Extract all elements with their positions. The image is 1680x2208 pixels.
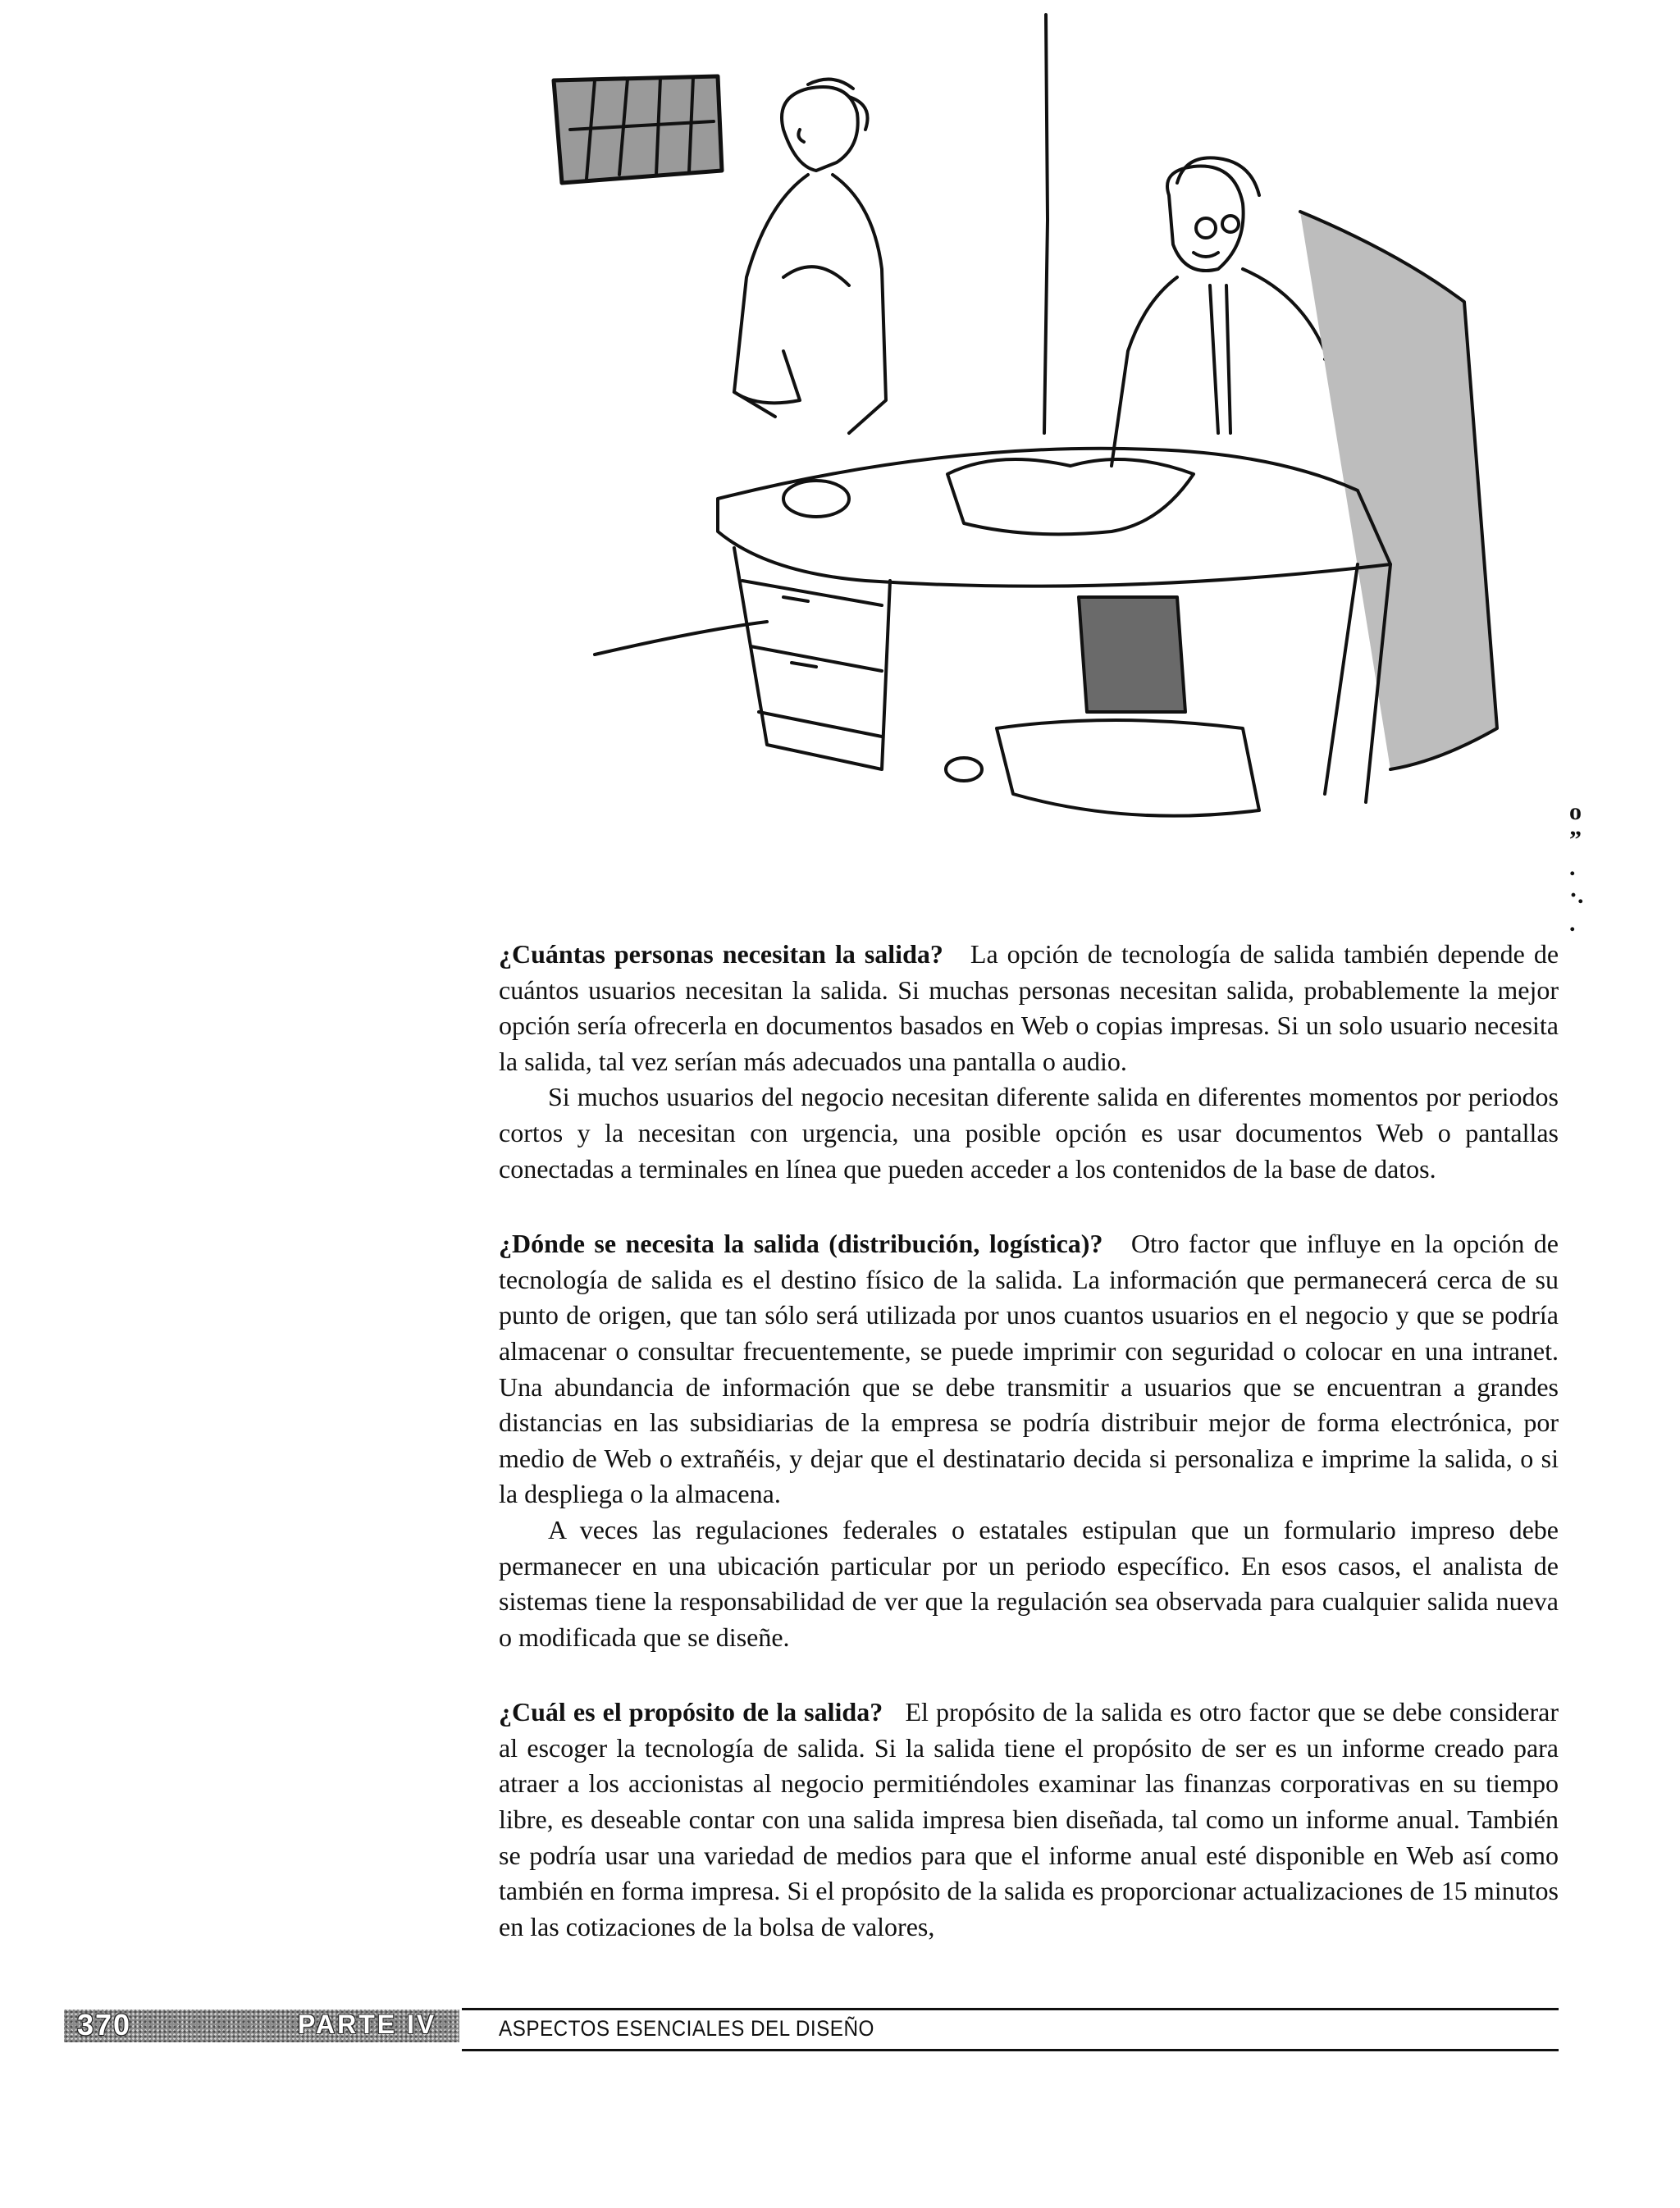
section-3-paragraph-1 bbox=[499, 1695, 1559, 1945]
section-1-heading: ¿Cuántas personas necesitan la salida? bbox=[499, 939, 943, 969]
footer-rule-bottom bbox=[462, 2049, 1559, 2051]
cartoon-caption: o ” . ·. . bbox=[1569, 798, 1584, 937]
part-label: PARTE IV bbox=[298, 2010, 437, 2039]
section-2-heading: ¿Dónde se necesita la salida (distribución, logística)? bbox=[499, 1229, 1103, 1259]
footer-rule-top bbox=[462, 2008, 1559, 2010]
page-number: 370 bbox=[77, 2008, 132, 2041]
section-title: ASPECTOS ESENCIALES DEL DISEÑO bbox=[499, 2016, 874, 2041]
cartoon-drawing bbox=[537, 7, 1522, 835]
cartoon-illustration bbox=[537, 7, 1584, 937]
main-text-column bbox=[499, 937, 1559, 1945]
section-3-body: El propósito de la salida es otro factor que se debe considerar al escoger la tecnología de salida. Si la salida tiene el propósito de ser es un informe creado para atraer a los accionistas al negocio permitiéndoles examinar las finanzas corporativas en su tiempo libre, es deseable contar con una salida impresa bien diseñada, tal como un informe anual. También se podría usar una variedad de medios para que el informe anual esté disponible en Web así como también en forma impresa. Si el propósito de la salida es proporcionar actualizaciones de 15 minutos en las cotizaciones de la bolsa de valores, bbox=[499, 1697, 1559, 1941]
section-2-paragraph-2: A veces las regulaciones federales o estatales estipulan que un formulario impreso debe permanecer en una ubicación particular por un periodo específico. En esos casos, el analista de sistemas tiene la responsabilidad de ver que la regulación sea observada para cualquier salida nueva o modificada que se diseñe. bbox=[499, 1514, 1559, 1652]
section-3-heading: ¿Cuál es el propósito de la salida? bbox=[499, 1697, 883, 1727]
section-2-body: Otro factor que influye en la opción de tecnología de salida es el destino físico de la salida. La información que permanecerá cerca de su punto de origen, que tan sólo será utilizada por unos cuantos usuarios en el negocio y que se podría almacenar o consultar frecuentemente, se puede imprimir con seguridad o colocar en una intranet. Una abundancia de información que se debe transmitir a usuarios que se encuentran a grandes distancias en las subsidiarias de la empresa se podría distribuir mejor de forma electrónica, por medio de Web o extrañéis, y dejar que el destinatario decida si personaliza e imprime la salida, o si la despliega o la almacena. bbox=[499, 1229, 1559, 1509]
section-1-paragraph-1 bbox=[499, 937, 1559, 1079]
section-1-paragraph-2: Si muchos usuarios del negocio necesitan diferente salida en diferentes momentos por periodos cortos y la necesitan con urgencia, una posible opción es usar documentos Web o pantallas conectadas a terminales en línea que pueden acceder a los contenidos de la base de datos. bbox=[499, 1082, 1559, 1184]
page-footer bbox=[64, 2008, 1559, 2065]
section-1-body: La opción de tecnología de salida también depende de cuántos usuarios necesitan la salida. Si muchas personas necesitan salida, probablemente la mejor opción sería ofrecerla en documentos basados en Web o copias impresas. Si un solo usuario necesita la salida, tal vez serían más adecuados una pantalla o audio. bbox=[499, 939, 1559, 1076]
section-2-paragraph-1 bbox=[499, 1226, 1559, 1512]
